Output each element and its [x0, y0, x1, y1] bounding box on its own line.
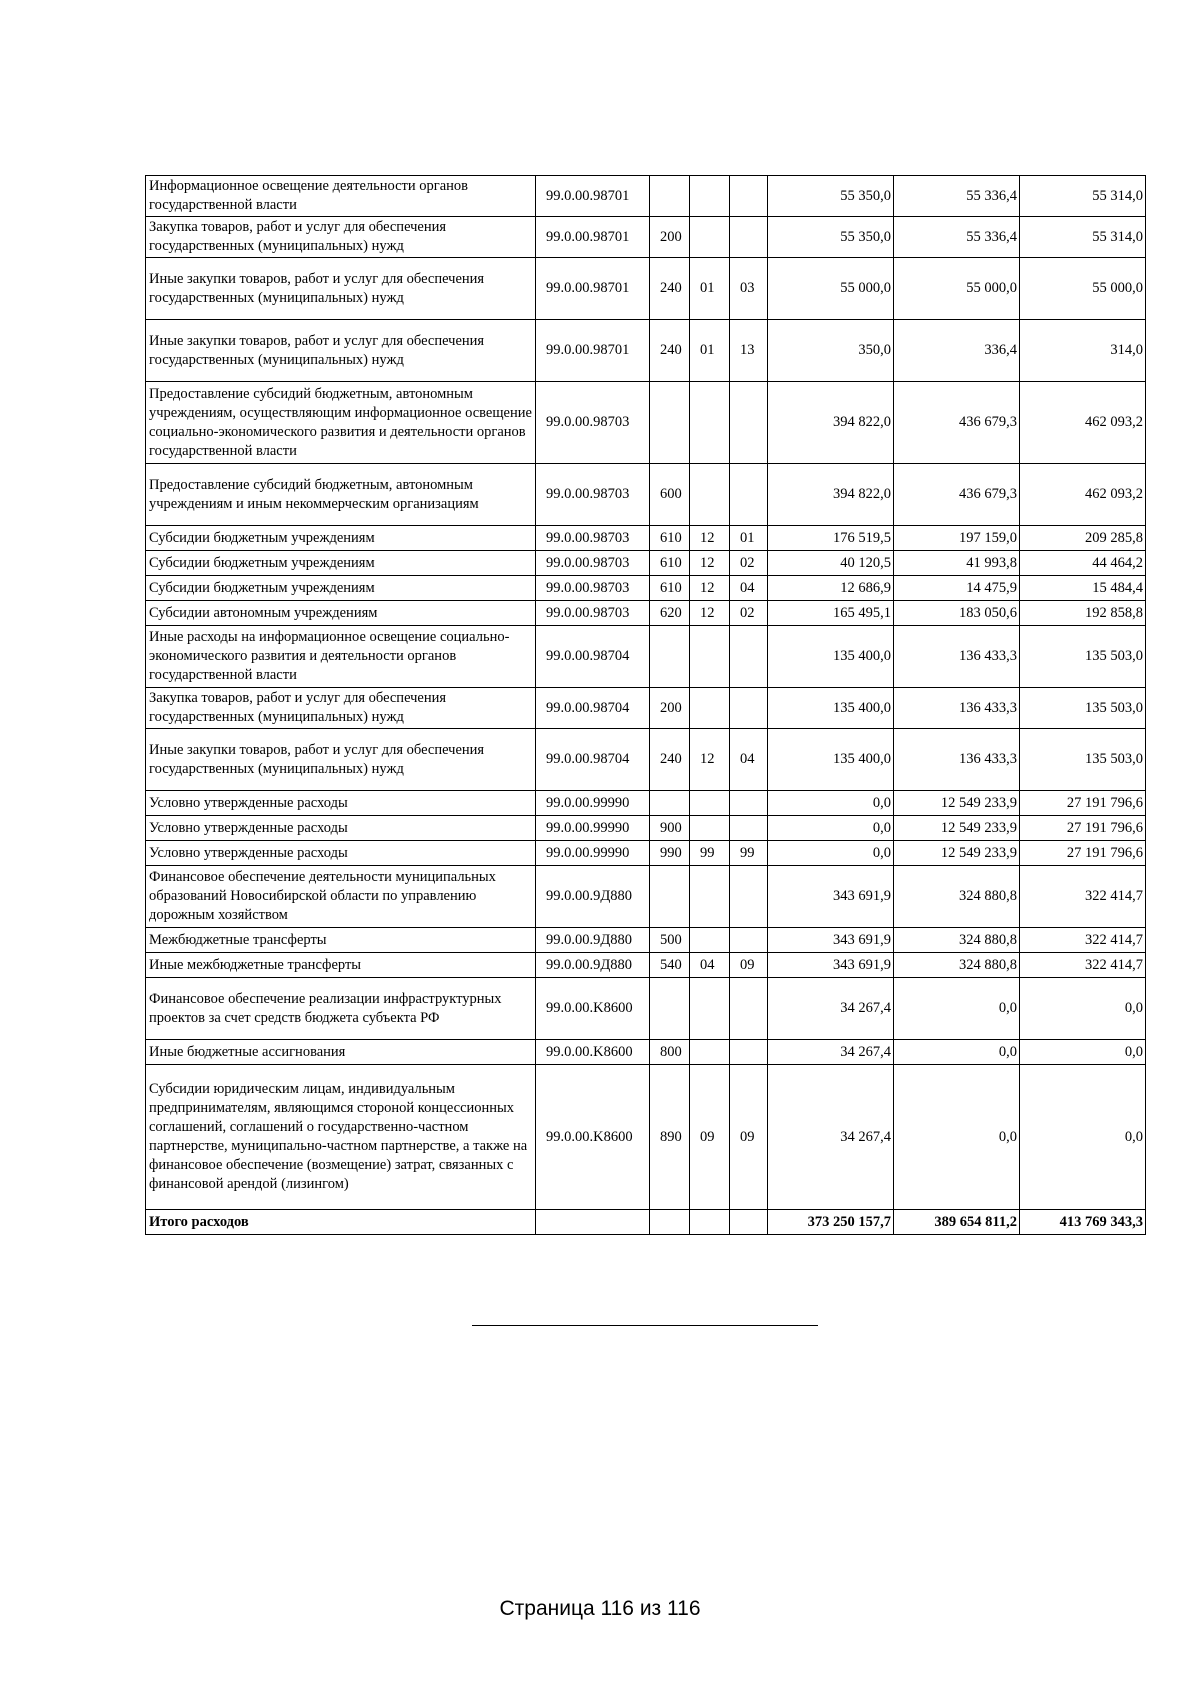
target-code-cell: 99.0.00.98701 [536, 217, 650, 258]
table-body [146, 176, 1146, 1235]
table-row [146, 217, 1146, 258]
amount-year2-cell: 12 549 233,9 [894, 791, 1020, 816]
total-label-cell: Итого расходов [146, 1210, 536, 1235]
amount-year1-cell: 55 000,0 [768, 258, 894, 320]
total-empty-cell [690, 1210, 730, 1235]
table-row [146, 258, 1146, 320]
expense-type-cell: 600 [650, 464, 690, 526]
amount-year3-cell: 0,0 [1020, 1065, 1146, 1210]
section-cell [690, 978, 730, 1040]
expense-type-cell [650, 382, 690, 464]
amount-year2-cell: 436 679,3 [894, 382, 1020, 464]
target-code-cell: 99.0.00.K8600 [536, 1040, 650, 1065]
expense-type-cell [650, 978, 690, 1040]
section-cell: 01 [690, 320, 730, 382]
section-cell [690, 816, 730, 841]
total-empty-cell [730, 1210, 768, 1235]
amount-year1-cell: 394 822,0 [768, 382, 894, 464]
subsection-cell [730, 217, 768, 258]
amount-year3-cell: 55 314,0 [1020, 217, 1146, 258]
amount-year3-cell: 322 414,7 [1020, 953, 1146, 978]
expense-name-cell: Субсидии бюджетным учреждениям [146, 576, 536, 601]
amount-year3-cell: 322 414,7 [1020, 928, 1146, 953]
target-code-cell: 99.0.00.99990 [536, 816, 650, 841]
expense-type-cell: 800 [650, 1040, 690, 1065]
target-code-cell: 99.0.00.9Д880 [536, 928, 650, 953]
section-cell: 99 [690, 841, 730, 866]
amount-year2-cell: 436 679,3 [894, 464, 1020, 526]
section-cell [690, 928, 730, 953]
expense-name-cell: Субсидии автономным учреждениям [146, 601, 536, 626]
total-year2-cell: 389 654 811,2 [894, 1210, 1020, 1235]
table-row [146, 176, 1146, 217]
subsection-cell: 99 [730, 841, 768, 866]
section-cell: 04 [690, 953, 730, 978]
target-code-cell: 99.0.00.98704 [536, 729, 650, 791]
section-cell: 01 [690, 258, 730, 320]
amount-year1-cell: 135 400,0 [768, 626, 894, 688]
subsection-cell [730, 464, 768, 526]
table-row [146, 841, 1146, 866]
amount-year3-cell: 462 093,2 [1020, 382, 1146, 464]
section-cell: 12 [690, 576, 730, 601]
amount-year3-cell: 27 191 796,6 [1020, 816, 1146, 841]
target-code-cell: 99.0.00.99990 [536, 791, 650, 816]
expense-name-cell: Информационное освещение деятельности органов государственной власти [146, 176, 536, 217]
amount-year1-cell: 394 822,0 [768, 464, 894, 526]
section-cell [690, 688, 730, 729]
target-code-cell: 99.0.00.98703 [536, 576, 650, 601]
target-code-cell: 99.0.00.98704 [536, 626, 650, 688]
footer-separator [472, 1325, 818, 1326]
table-row [146, 928, 1146, 953]
table-row [146, 576, 1146, 601]
section-cell [690, 1040, 730, 1065]
section-cell [690, 866, 730, 928]
amount-year1-cell: 0,0 [768, 816, 894, 841]
subsection-cell: 03 [730, 258, 768, 320]
amount-year3-cell: 27 191 796,6 [1020, 841, 1146, 866]
target-code-cell: 99.0.00.99990 [536, 841, 650, 866]
expense-type-cell: 890 [650, 1065, 690, 1210]
amount-year2-cell: 324 880,8 [894, 928, 1020, 953]
total-row [146, 1210, 1146, 1235]
amount-year3-cell: 44 464,2 [1020, 551, 1146, 576]
total-empty-cell [536, 1210, 650, 1235]
amount-year1-cell: 12 686,9 [768, 576, 894, 601]
expense-type-cell: 500 [650, 928, 690, 953]
table-row [146, 1065, 1146, 1210]
target-code-cell: 99.0.00.98701 [536, 176, 650, 217]
section-cell: 12 [690, 551, 730, 576]
table-row [146, 526, 1146, 551]
subsection-cell [730, 176, 768, 217]
expense-name-cell: Иные закупки товаров, работ и услуг для обеспечения государственных (муниципальных) нужд [146, 320, 536, 382]
amount-year3-cell: 55 000,0 [1020, 258, 1146, 320]
amount-year2-cell: 41 993,8 [894, 551, 1020, 576]
amount-year2-cell: 324 880,8 [894, 866, 1020, 928]
subsection-cell: 02 [730, 551, 768, 576]
amount-year3-cell: 135 503,0 [1020, 688, 1146, 729]
expense-type-cell [650, 866, 690, 928]
target-code-cell: 99.0.00.98701 [536, 320, 650, 382]
expense-type-cell: 610 [650, 551, 690, 576]
expense-type-cell [650, 791, 690, 816]
amount-year2-cell: 12 549 233,9 [894, 816, 1020, 841]
table-row [146, 551, 1146, 576]
subsection-cell [730, 626, 768, 688]
subsection-cell [730, 1040, 768, 1065]
expense-type-cell: 200 [650, 688, 690, 729]
expense-name-cell: Иные межбюджетные трансферты [146, 953, 536, 978]
expense-name-cell: Субсидии юридическим лицам, индивидуальным предпринимателям, являющимся стороной концессионных соглашений, соглашений о государственно-частном партнерстве, муниципально-частном партнерстве, а также на финансовое обеспечение (возмещение) затрат, связанных с финансовой арендой (лизингом) [146, 1065, 536, 1210]
subsection-cell: 02 [730, 601, 768, 626]
amount-year1-cell: 34 267,4 [768, 1040, 894, 1065]
subsection-cell [730, 866, 768, 928]
expense-name-cell: Условно утвержденные расходы [146, 841, 536, 866]
amount-year1-cell: 0,0 [768, 841, 894, 866]
amount-year1-cell: 135 400,0 [768, 688, 894, 729]
amount-year1-cell: 176 519,5 [768, 526, 894, 551]
table-row [146, 978, 1146, 1040]
amount-year1-cell: 40 120,5 [768, 551, 894, 576]
expense-name-cell: Условно утвержденные расходы [146, 791, 536, 816]
target-code-cell: 99.0.00.9Д880 [536, 953, 650, 978]
amount-year3-cell: 209 285,8 [1020, 526, 1146, 551]
amount-year2-cell: 136 433,3 [894, 729, 1020, 791]
total-year3-cell: 413 769 343,3 [1020, 1210, 1146, 1235]
section-cell: 12 [690, 601, 730, 626]
total-empty-cell [650, 1210, 690, 1235]
expense-type-cell: 620 [650, 601, 690, 626]
amount-year3-cell: 135 503,0 [1020, 729, 1146, 791]
subsection-cell: 09 [730, 953, 768, 978]
amount-year1-cell: 55 350,0 [768, 176, 894, 217]
table-row [146, 953, 1146, 978]
target-code-cell: 99.0.00.98703 [536, 382, 650, 464]
amount-year1-cell: 55 350,0 [768, 217, 894, 258]
expense-type-cell: 240 [650, 729, 690, 791]
amount-year3-cell: 322 414,7 [1020, 866, 1146, 928]
amount-year2-cell: 136 433,3 [894, 626, 1020, 688]
expense-type-cell: 240 [650, 258, 690, 320]
expense-name-cell: Субсидии бюджетным учреждениям [146, 526, 536, 551]
amount-year1-cell: 0,0 [768, 791, 894, 816]
subsection-cell [730, 688, 768, 729]
amount-year1-cell: 34 267,4 [768, 978, 894, 1040]
amount-year1-cell: 350,0 [768, 320, 894, 382]
table-row [146, 464, 1146, 526]
subsection-cell: 01 [730, 526, 768, 551]
table-row [146, 320, 1146, 382]
amount-year3-cell: 0,0 [1020, 978, 1146, 1040]
table-row [146, 382, 1146, 464]
target-code-cell: 99.0.00.98703 [536, 551, 650, 576]
expense-type-cell [650, 626, 690, 688]
section-cell: 09 [690, 1065, 730, 1210]
amount-year1-cell: 343 691,9 [768, 928, 894, 953]
target-code-cell: 99.0.00.98704 [536, 688, 650, 729]
table-row [146, 816, 1146, 841]
expense-name-cell: Предоставление субсидий бюджетным, автономным учреждениям, осуществляющим информационное освещение социально-экономического развития и деятельности органов государственной власти [146, 382, 536, 464]
page-number: Страница 116 из 116 [499, 1597, 701, 1620]
target-code-cell: 99.0.00.98703 [536, 601, 650, 626]
section-cell: 12 [690, 526, 730, 551]
amount-year2-cell: 55 000,0 [894, 258, 1020, 320]
expense-name-cell: Иные расходы на информационное освещение социально-экономического развития и деятельности органов государственной власти [146, 626, 536, 688]
amount-year1-cell: 165 495,1 [768, 601, 894, 626]
expense-name-cell: Финансовое обеспечение деятельности муниципальных образований Новосибирской области по управлению дорожным хозяйством [146, 866, 536, 928]
table-row [146, 1040, 1146, 1065]
subsection-cell [730, 978, 768, 1040]
amount-year2-cell: 55 336,4 [894, 217, 1020, 258]
table-row [146, 688, 1146, 729]
subsection-cell [730, 382, 768, 464]
amount-year2-cell: 55 336,4 [894, 176, 1020, 217]
amount-year2-cell: 183 050,6 [894, 601, 1020, 626]
section-cell: 12 [690, 729, 730, 791]
expense-name-cell: Закупка товаров, работ и услуг для обеспечения государственных (муниципальных) нужд [146, 688, 536, 729]
table-row [146, 866, 1146, 928]
expense-name-cell: Иные бюджетные ассигнования [146, 1040, 536, 1065]
expense-name-cell: Закупка товаров, работ и услуг для обеспечения государственных (муниципальных) нужд [146, 217, 536, 258]
subsection-cell [730, 928, 768, 953]
amount-year2-cell: 136 433,3 [894, 688, 1020, 729]
subsection-cell [730, 816, 768, 841]
expense-name-cell: Иные закупки товаров, работ и услуг для обеспечения государственных (муниципальных) нужд [146, 258, 536, 320]
subsection-cell: 09 [730, 1065, 768, 1210]
amount-year3-cell: 0,0 [1020, 1040, 1146, 1065]
section-cell [690, 176, 730, 217]
expense-type-cell: 240 [650, 320, 690, 382]
expense-type-cell [650, 176, 690, 217]
table-row [146, 601, 1146, 626]
budget-table [145, 175, 1146, 1235]
section-cell [690, 464, 730, 526]
subsection-cell: 04 [730, 576, 768, 601]
target-code-cell: 99.0.00.K8600 [536, 978, 650, 1040]
expense-name-cell: Субсидии бюджетным учреждениям [146, 551, 536, 576]
target-code-cell: 99.0.00.98703 [536, 526, 650, 551]
amount-year2-cell: 12 549 233,9 [894, 841, 1020, 866]
target-code-cell: 99.0.00.9Д880 [536, 866, 650, 928]
amount-year2-cell: 14 475,9 [894, 576, 1020, 601]
amount-year3-cell: 55 314,0 [1020, 176, 1146, 217]
amount-year3-cell: 15 484,4 [1020, 576, 1146, 601]
expense-type-cell: 990 [650, 841, 690, 866]
amount-year3-cell: 314,0 [1020, 320, 1146, 382]
expense-name-cell: Межбюджетные трансферты [146, 928, 536, 953]
subsection-cell: 13 [730, 320, 768, 382]
table-row [146, 729, 1146, 791]
total-year1-cell: 373 250 157,7 [768, 1210, 894, 1235]
subsection-cell [730, 791, 768, 816]
amount-year1-cell: 343 691,9 [768, 866, 894, 928]
amount-year1-cell: 343 691,9 [768, 953, 894, 978]
expense-type-cell: 610 [650, 576, 690, 601]
expense-name-cell: Финансовое обеспечение реализации инфраструктурных проектов за счет средств бюджета субъекта РФ [146, 978, 536, 1040]
section-cell [690, 791, 730, 816]
section-cell [690, 382, 730, 464]
expense-type-cell: 900 [650, 816, 690, 841]
expense-name-cell: Иные закупки товаров, работ и услуг для обеспечения государственных (муниципальных) нужд [146, 729, 536, 791]
expense-type-cell: 610 [650, 526, 690, 551]
amount-year3-cell: 462 093,2 [1020, 464, 1146, 526]
target-code-cell: 99.0.00.K8600 [536, 1065, 650, 1210]
amount-year3-cell: 135 503,0 [1020, 626, 1146, 688]
amount-year2-cell: 0,0 [894, 978, 1020, 1040]
amount-year2-cell: 0,0 [894, 1040, 1020, 1065]
target-code-cell: 99.0.00.98703 [536, 464, 650, 526]
expense-name-cell: Предоставление субсидий бюджетным, автономным учреждениям и иным некоммерческим организациям [146, 464, 536, 526]
section-cell [690, 626, 730, 688]
expense-name-cell: Условно утвержденные расходы [146, 816, 536, 841]
amount-year3-cell: 27 191 796,6 [1020, 791, 1146, 816]
subsection-cell: 04 [730, 729, 768, 791]
table-row [146, 791, 1146, 816]
table-row [146, 626, 1146, 688]
amount-year2-cell: 336,4 [894, 320, 1020, 382]
amount-year1-cell: 135 400,0 [768, 729, 894, 791]
amount-year2-cell: 0,0 [894, 1065, 1020, 1210]
amount-year2-cell: 324 880,8 [894, 953, 1020, 978]
amount-year2-cell: 197 159,0 [894, 526, 1020, 551]
target-code-cell: 99.0.00.98701 [536, 258, 650, 320]
amount-year1-cell: 34 267,4 [768, 1065, 894, 1210]
expense-type-cell: 540 [650, 953, 690, 978]
amount-year3-cell: 192 858,8 [1020, 601, 1146, 626]
expense-type-cell: 200 [650, 217, 690, 258]
section-cell [690, 217, 730, 258]
